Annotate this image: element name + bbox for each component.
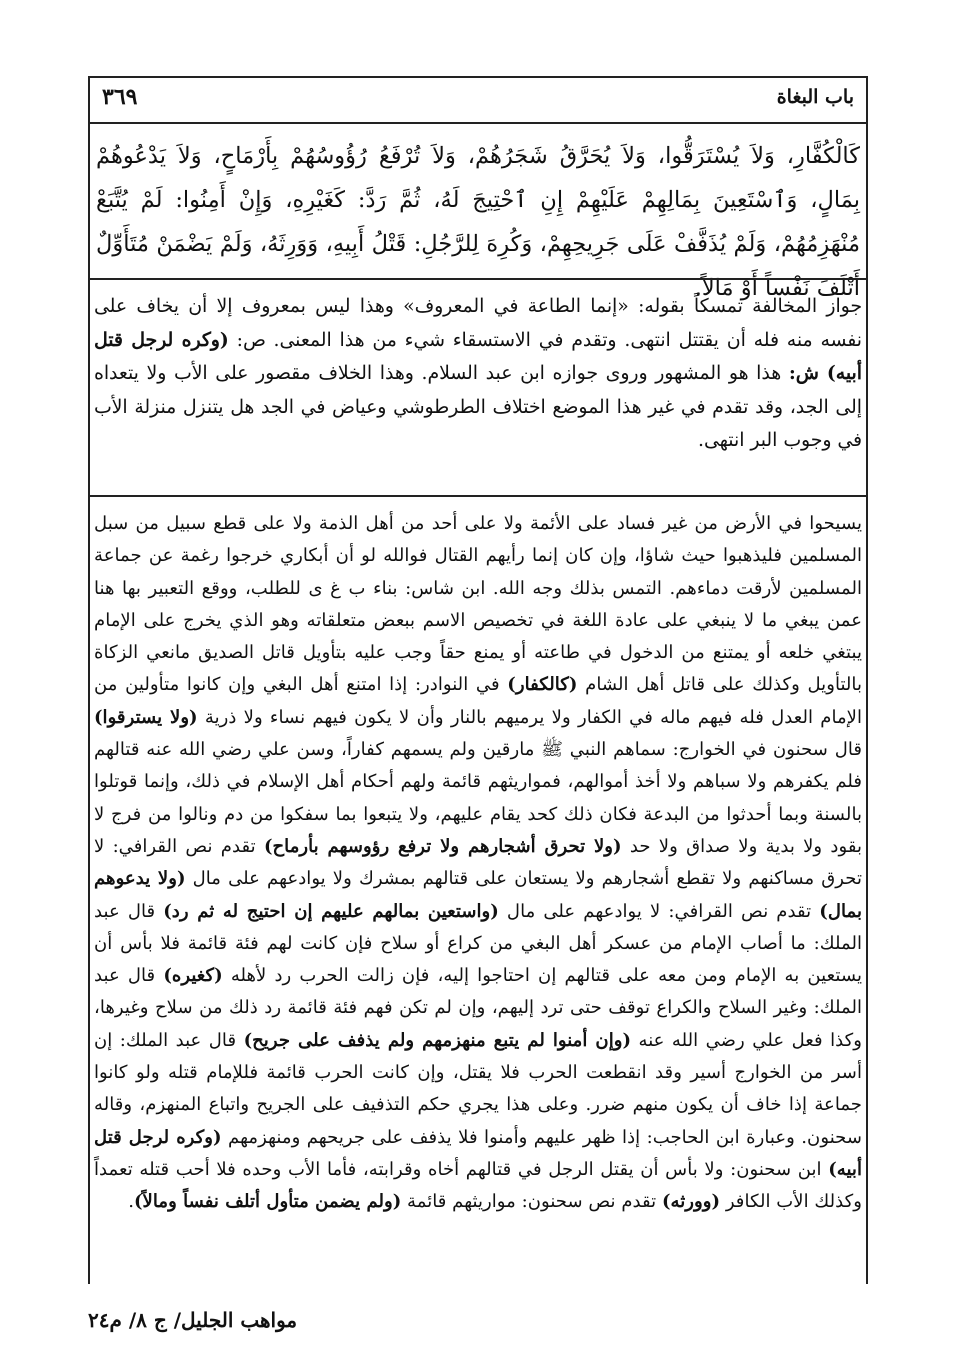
divider-upper: [88, 278, 868, 280]
quoted-matn: (ولا يدعوهم بمال): [94, 868, 862, 922]
quoted-matn: (ولا يسترقوا): [94, 706, 198, 728]
page-header: [88, 76, 868, 124]
divider-lower: [88, 495, 868, 497]
commentary-segment: قال سحنون في الخوارج: سماهم النبي ﷺ مارقين ولم يسمهم كفاراً، وسن علي رضي الله عنه قتالهم فلم يكفرهم ولا سباهم ولا أخذ أموالهم، فمواريثهم قائمة ولهم أحكام أهل الإسلام في ذلك، وإنما قوتلوا بالسنة وبما أحدثوا من البدعة فكان ذلك كحد يقام عليهم، ولا يتبعوا بما سفكوا من دم ونالوا من فرج لا بقود ولا بدية ولا صداق ولا حد: [94, 739, 863, 857]
quoted-matn: (كالكفار): [507, 674, 578, 696]
quoted-matn: (كغيره): [163, 965, 223, 987]
commentary-segment: تقدم نص سحنون: مواريثهم قائمة: [401, 1191, 662, 1213]
commentary-segment: قال عبد الملك: وغير السلاح والكراع توقف حتى ترد إليهم، وإن لم تكن فهم فئة قائمة رد ذلك من سلاح وغيرها، وكذا فعل علي رضي الله عنه: [94, 965, 862, 1051]
commentary-segment: تقدم نص القرافي: لا يوادعهم على مال: [498, 900, 820, 922]
quoted-matn: (واستعين بمالهم عليهم إن احتيج له ثم رد): [163, 900, 499, 922]
commentary-lower: [88, 508, 868, 1219]
commentary-segment: قال عبد الملك: ما أصاب الإمام من عسكر أهل البغي من كراع أو سلاح فإن كانت لهم فئة قائمة فلا بأس أن يستعين به الإمام ومن معه على قتالهم إن احتاجوا إليه، فإن زالت الحرب رد لأهله: [94, 900, 862, 987]
quoted-matn: (ولم يضمن متأول أتلف نفساً ومالاً): [133, 1191, 402, 1213]
commentary-segment: جواز المخالفة تمسكاً بقوله: «إنما الطاعة في المعروف» وهذا ليس بمعروف إلا أن يخاف على نفسه منه فله أن يقتتل انتهى. وتقدم في الاستسقاء شيء من هذا المعنى. ص:: [94, 296, 863, 351]
quoted-matn: (وكره لرجل قتل أبيه): [94, 1126, 862, 1180]
commentary-segment: تقدم نص القرافي: لا تحرق مساكنهم ولا تقطع أشجارهم ولا يستعان على قتالهم بمشرك ولا يوادعهم على مال: [94, 835, 862, 890]
commentary-segment: يسيحوا في الأرض من غير فساد على الأئمة ولا على أحد من أهل الذمة ولا على قطع سبيل من سبل المسلمين فليذهبوا حيث شاؤا، وإن كان إنما رأيهم القتال فوالله لو أن أبكاري خرجوا رغمة عن جماعة المسلمين لأرقت دماءهم. التمس بذلك وجه الله. ابن شاس: بناء ب غ ى للطلب، ووقع التعبير بها هنا عمن يبغي ما لا ينبغي على عادة اللغة في تخصيص الاسم ببعض متعلقاته وهو الذي يخرج على الإمام يبتغي خلعه أو يمتنع من الدخول في طاعته أو يمنع حقاً وجب عليه بتأويل قاتل الصديق مانعي الزكاة بالتأويل وكذلك على قاتل أهل الشام: [94, 513, 862, 696]
quoted-matn: (ولا تحرق أشجارهم ولا ترفع رؤوسهم بأرماح): [263, 835, 622, 857]
signature-mark: مواهب الجليل/ ج ٨/ م٢٤: [88, 1308, 298, 1332]
commentary-segment: في النوادر: إذا امتنع أهل البغي وإن كانوا متأولين من الإمام العدل فله فيهم ماله في الكفار ولا يرميهم بالنار وأن لا يكون فيهم نساء ولا ذرية: [94, 674, 862, 728]
page-number: ٣٦٩: [102, 84, 138, 110]
commentary-segment: ابن سحنون: ولا بأس أن يقتل الرجل في قتالهم أخاه وقرابته، فأما الأب وحده فلا أحب قتله تعمداً وكذلك الأب الكافر: [94, 1158, 862, 1213]
quoted-matn: (وإن أمنوا لم يتبع منهزمهم ولم يذفف على جريح): [243, 1029, 632, 1051]
commentary-segment: هذا هو المشهور وروى جوازه ابن عبد السلام. وهذا الخلاف مقصور على الأب ولا يتعداه إلى الجد، وقد تقدم في غير هذا الموضع اختلاف الطرطوشي وعياض في الجد هل يتنزل منزلة الأب في وجوب البر انتهى.: [94, 363, 862, 451]
quoted-matn: (وورثه): [661, 1191, 721, 1213]
matn-text: كَالْكُفَّارِ، وَلاَ يُسْتَرَقُّوا، وَلاَ يُحَرَّقُ شَجَرُهُمْ، وَلاَ تُرْفَعُ رُؤُوسُهُمْ بِأَرْمَاحٍ، وَلاَ يَدْعُوهُمْ بِمَالٍ، وَٱسْتَعِينَ بِمَالِهِمْ عَلَيْهِمْ إِنِ ٱحْتِيجَ لَهُ، ثُمَّ رَدَّ: كَغَيْرِهِ، وَإِنْ أَمِنُوا: لَمْ يُتَّبَعْ مُنْهَزِمُهُمْ، وَلَمْ يُذَفَّفْ عَلَى جَرِيحِهِمْ، وَكُرِهَ لِلرَّجُلِ: قَتْلُ أَبِيهِ، وَوَرِثَهُ، وَلَمْ يَضْمَنْ مُتَأَوِّلٌ أَتْلَفَ نَفْساً أَوْ مَالاً.: [96, 143, 860, 301]
chapter-title: باب البغاة: [776, 86, 854, 108]
commentary-segment: قال عبد الملك: إن أسر من الخوارج أسير وقد انقطعت الحرب فلا يقتل، وإن كانت الحرب قائمة فللإمام قتله ولو كانوا جماعة إذا خاف أن يكون منهم ضرر. وعلى هذا يجري حكم التذفيف على الجريح واتباع المنهزم، وقاله سحنون. وعبارة ابن الحاجب: إذا ظهر عليهم وأمنوا فلا يذفف على جريحهم ومنهزمهم: [94, 1029, 862, 1148]
quoted-matn: (وكره لرجل قتل أبيه) ش:: [94, 328, 862, 384]
commentary-segment: .: [128, 1191, 134, 1213]
commentary-upper: [88, 290, 868, 458]
